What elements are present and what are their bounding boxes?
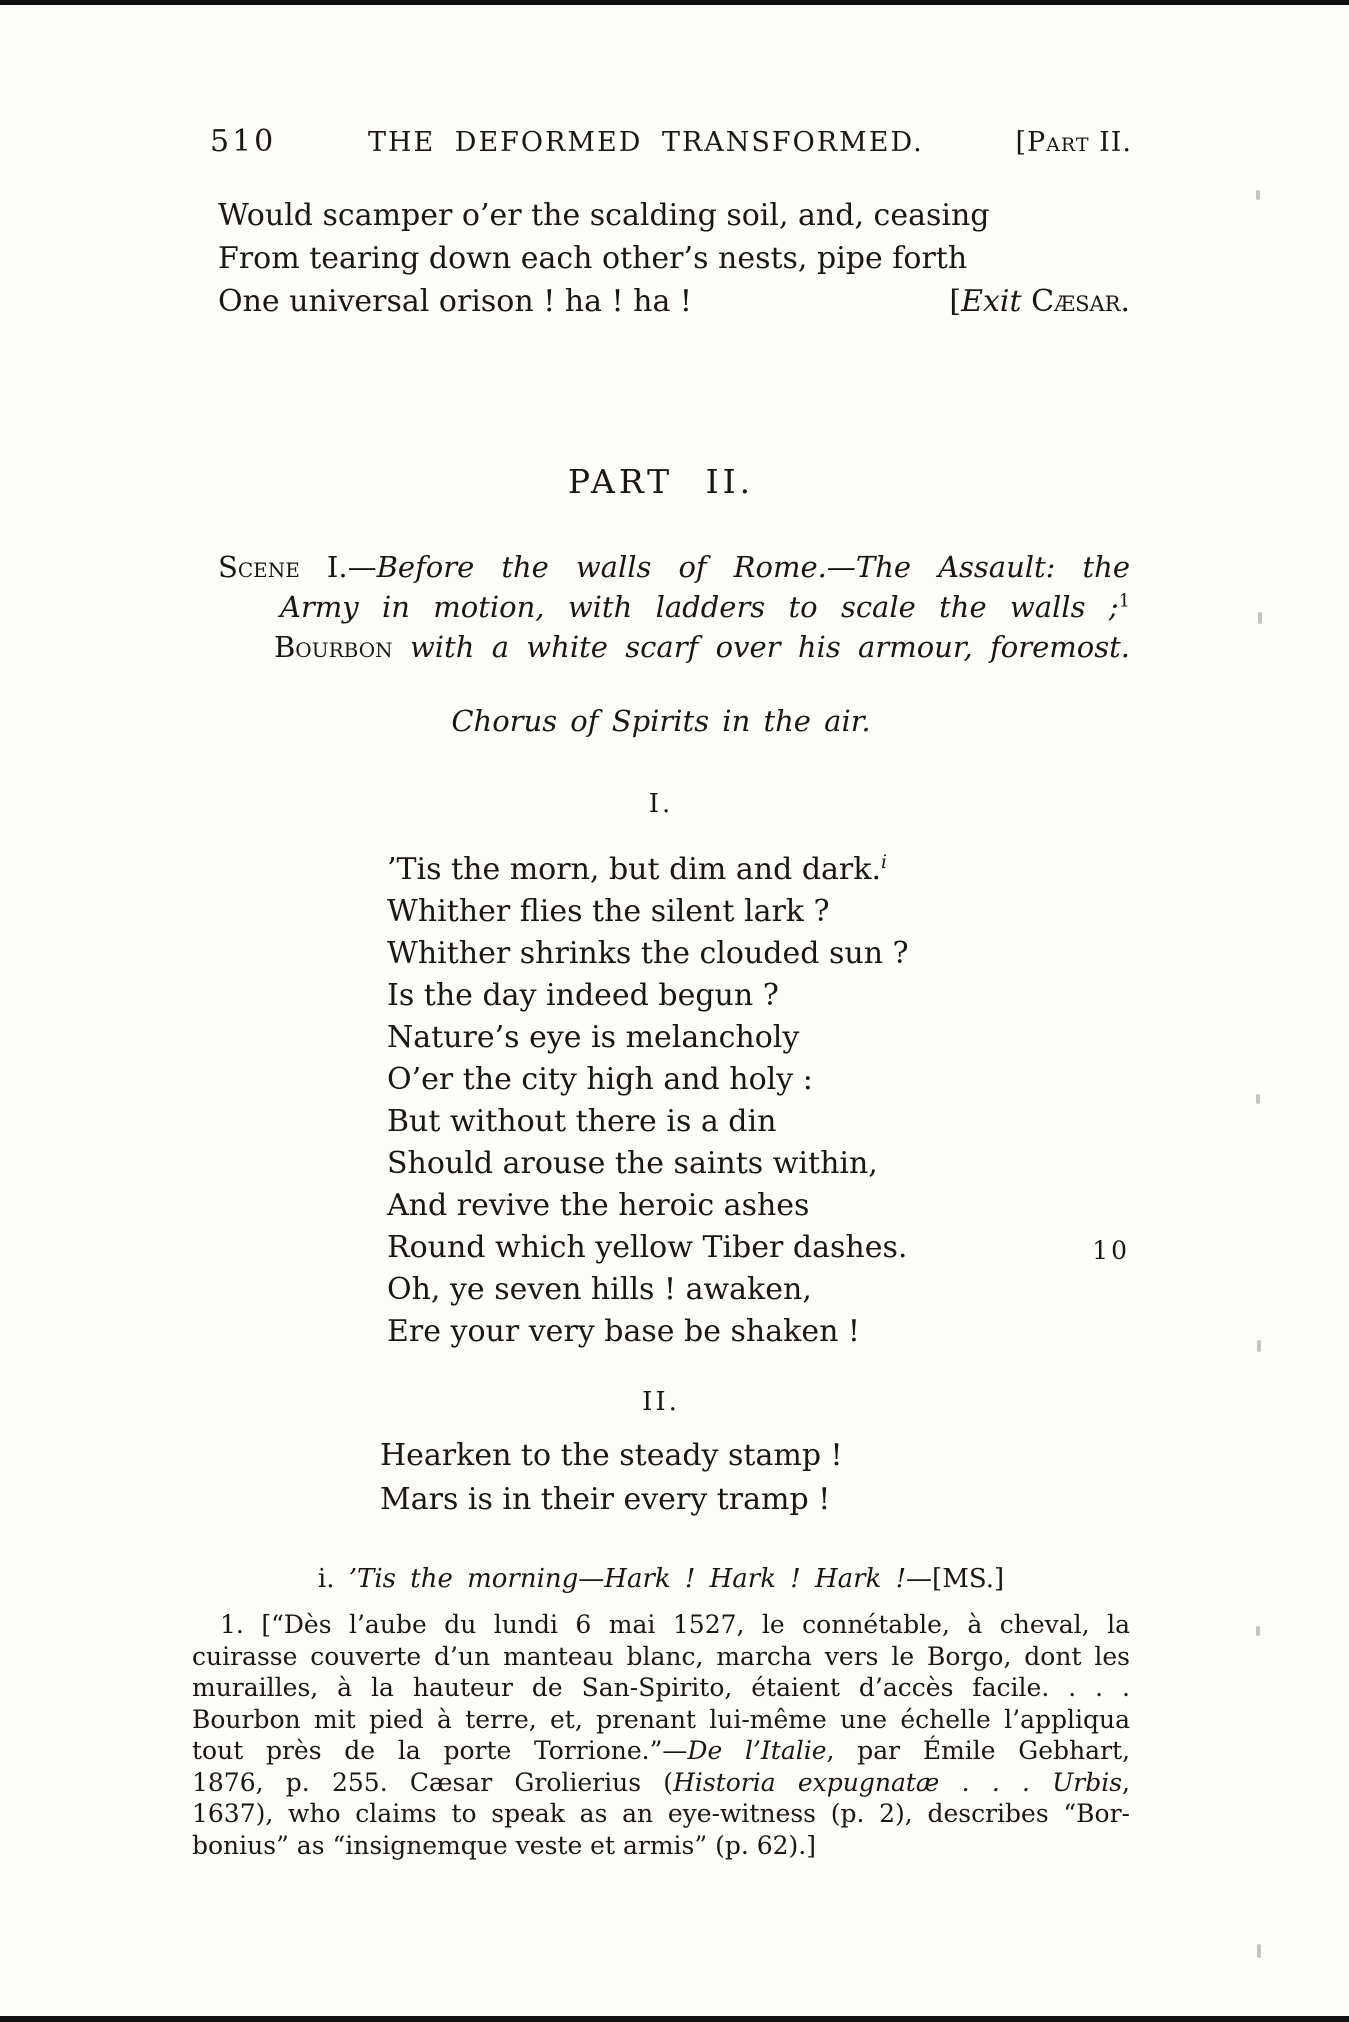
text-segment xyxy=(1022,284,1032,319)
text-segment: Oh, ye seven hills ! awaken, xyxy=(387,1272,812,1307)
text-segment: Round which yellow Tiber dashes. xyxy=(387,1230,908,1265)
poem-line xyxy=(387,891,1130,933)
scan-artifact xyxy=(1256,190,1260,200)
part-label: [Part II. xyxy=(1015,127,1132,158)
running-title: THE DEFORMED TRANSFORMED. xyxy=(367,127,924,158)
text-segment: Before the walls of Rome.—The Assault: the xyxy=(376,550,1130,584)
text-segment: i. xyxy=(317,1564,349,1594)
stanza-1 xyxy=(387,849,1130,1353)
scan-artifact xyxy=(1258,612,1262,624)
stage-direction xyxy=(949,280,1130,323)
poem-line xyxy=(387,975,1130,1017)
poem-line xyxy=(387,1311,1130,1353)
text-segment: Bourbon xyxy=(274,630,393,664)
text-segment: bonius” as “insignemque veste et armis” (p. 62).] xyxy=(192,1830,816,1860)
poem-line xyxy=(387,849,1130,891)
text-segment: Whither shrinks the clouded sun ? xyxy=(387,936,909,971)
text-segment: 1637), who claims to speak as an eye-witness (p. 2), describes “Bor- xyxy=(192,1799,1130,1828)
text-segment xyxy=(393,630,410,664)
text-segment: murailles, à la hauteur de San-Spirito, étaient d’accès facile. . . . xyxy=(192,1673,1130,1702)
poem-line xyxy=(387,1227,1130,1269)
text-segment: tout près de la porte Torrione.”— xyxy=(192,1736,688,1765)
text-segment: , xyxy=(1122,1767,1130,1797)
text-segment: Is the day indeed begun ? xyxy=(387,978,779,1013)
scene-line xyxy=(218,587,1130,627)
text-segment: Mars is in their every tramp ! xyxy=(380,1482,831,1517)
footnote-line xyxy=(192,1609,1130,1641)
text-segment: with a white scarf over his armour, foremost. xyxy=(409,630,1131,664)
verse-line xyxy=(218,237,1130,280)
variant-note xyxy=(192,1564,1130,1594)
scene-line xyxy=(218,627,1130,667)
footnote-line xyxy=(192,1672,1130,1704)
verse-line xyxy=(218,194,1130,237)
scan-edge-top xyxy=(0,0,1349,5)
poem-line xyxy=(380,1434,1130,1478)
poem-line xyxy=(387,1143,1130,1185)
poem-line xyxy=(387,933,1130,975)
text-segment: [ xyxy=(949,284,962,319)
page-header xyxy=(210,124,1132,159)
text-segment: Nature’s eye is melancholy xyxy=(387,1020,800,1055)
text-segment: Hearken to the steady stamp ! xyxy=(380,1438,843,1473)
text-segment: Ere your very base be shaken ! xyxy=(387,1314,860,1349)
text-segment: Should arouse the saints within, xyxy=(387,1146,878,1181)
poem-line xyxy=(380,1478,1130,1522)
text-segment: ’Tis the morning—Hark ! Hark ! Hark !— xyxy=(348,1564,933,1594)
chorus-heading: Chorus of Spirits in the air. xyxy=(451,704,871,738)
stanza-2 xyxy=(380,1434,1130,1522)
poem-line xyxy=(387,1059,1130,1101)
text-segment: One universal orison ! ha ! ha ! xyxy=(218,284,692,319)
text-segment: ’Tis the morn, but dim and dark. xyxy=(387,852,881,887)
footnote-line xyxy=(192,1767,1130,1799)
text-segment: Would scamper o’er the scalding soil, and, ceasing xyxy=(218,198,990,233)
footnote-line xyxy=(192,1641,1130,1673)
footnote xyxy=(192,1609,1130,1861)
text-segment: 1. [“Dès l’aube du lundi 6 mai 1527, le connétable, à cheval, la xyxy=(220,1610,1130,1639)
text-segment: I.— xyxy=(299,550,377,584)
page-number: 510 xyxy=(210,124,277,159)
scan-artifact xyxy=(1256,1094,1260,1104)
scene-direction xyxy=(218,547,1130,667)
text-segment: 1876, p. 255. Cæsar Grolierius ( xyxy=(192,1767,674,1797)
text-segment: Army in motion, with ladders to scale the walls ; xyxy=(280,590,1119,624)
text-segment: De l’Italie xyxy=(687,1736,827,1765)
text-segment: Scene xyxy=(218,550,300,584)
scan-artifact xyxy=(1257,1944,1261,1958)
footnote-line xyxy=(192,1704,1130,1736)
text-segment: And revive the heroic ashes xyxy=(387,1188,810,1223)
part-heading: PART II. xyxy=(567,462,755,501)
text-segment: O’er the city high and holy : xyxy=(387,1062,813,1097)
text-segment: From tearing down each other’s nests, pipe forth xyxy=(218,241,968,276)
stanza-1-number: I. xyxy=(648,789,674,819)
scene-line xyxy=(218,547,1130,587)
poem-line xyxy=(387,1269,1130,1311)
poem-line xyxy=(387,1185,1130,1227)
verse-line-number: 10 xyxy=(1092,1236,1130,1265)
scan-artifact xyxy=(1256,1626,1260,1636)
text-segment: Historia expugnatæ . . . Urbis xyxy=(673,1767,1123,1797)
text-segment: Whither flies the silent lark ? xyxy=(387,894,830,929)
scan-edge-bottom xyxy=(0,2016,1349,2022)
poem-line xyxy=(387,1101,1130,1143)
poem-line xyxy=(387,1017,1130,1059)
text-segment: Cæsar. xyxy=(1031,284,1130,319)
text-segment: But without there is a din xyxy=(387,1104,777,1139)
stanza-2-number: II. xyxy=(642,1387,680,1417)
text-segment: Exit xyxy=(961,284,1022,319)
text-segment: 1 xyxy=(1118,590,1130,612)
text-segment: Bourbon mit pied à terre, et, prenant lui-même une échelle l’appliqua xyxy=(192,1704,1130,1734)
footnote-line xyxy=(192,1735,1130,1767)
opening-verse xyxy=(218,194,1130,323)
footnote-line xyxy=(192,1798,1130,1830)
footnote-line xyxy=(192,1830,1130,1862)
scan-artifact xyxy=(1257,1340,1261,1352)
text-segment: i xyxy=(880,852,887,873)
text-segment: [MS.] xyxy=(932,1564,1005,1594)
text-segment: , par Émile Gebhart, xyxy=(826,1736,1131,1765)
text-segment: cuirasse couverte d’un manteau blanc, marcha vers le Borgo, dont les xyxy=(192,1641,1130,1671)
